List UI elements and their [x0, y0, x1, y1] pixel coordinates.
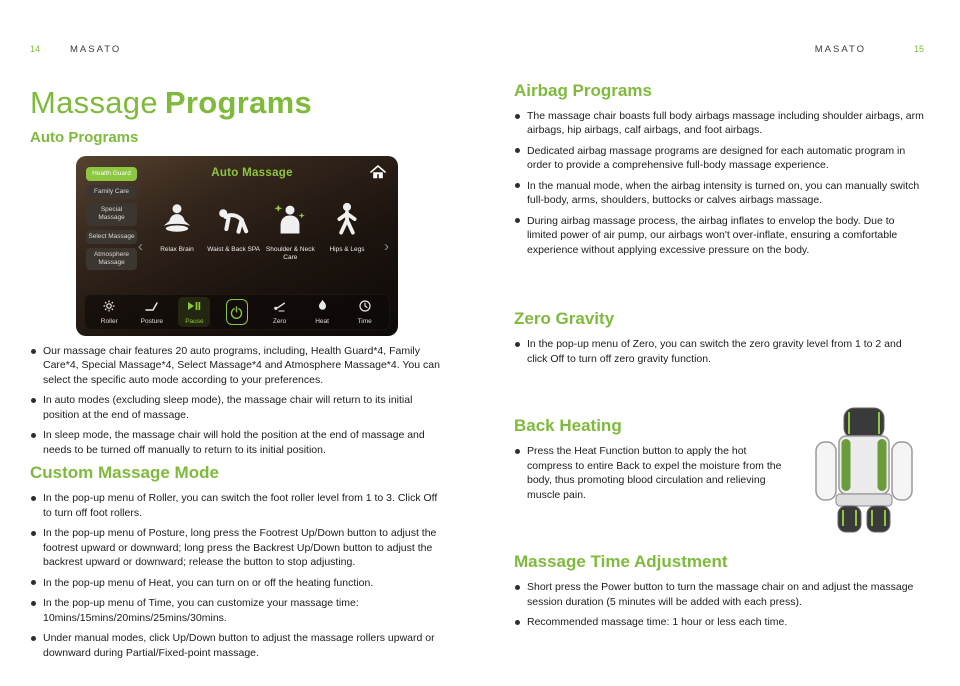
- massage-time-adjustment-heading: Massage Time Adjustment: [514, 552, 728, 572]
- bullet-item: Short press the Power button to turn the massage chair on and adjust the massage session duration (5 minutes will be added with each press).: [514, 580, 924, 609]
- massage-chair-illustration: [812, 406, 916, 534]
- auto-program-icons: [150, 202, 374, 262]
- bullet-item: Under manual modes, click Up/Down button to adjust the massage rollers upward or downward during Partial/Fixed-point massage.: [30, 631, 446, 660]
- program-hips-legs: [320, 202, 374, 262]
- program-label: Relax Brain: [160, 246, 194, 253]
- remote-posture-button: [136, 297, 168, 327]
- bullet-item: In auto modes (excluding sleep mode), the massage chair will return to its initial position at the end of massage.: [30, 393, 446, 422]
- bullet-item: Recommended massage time: 1 hour or less each time.: [514, 615, 924, 629]
- bullet-item: During airbag massage process, the airbag inflates to envelop the body. Due to limited power of air pump, our airbags won't over-inflate, ensuring a comfortable experience without applying excessive pressure on the body.: [514, 214, 924, 257]
- zero-gravity-icon: [273, 299, 286, 317]
- remote-button-label: Pause: [185, 318, 204, 325]
- page-header: [514, 44, 924, 55]
- gear-icon: [103, 299, 115, 317]
- bullet-item: The massage chair boasts full body airbags massage including shoulder airbags, arm airbags, hip airbags, calf airbags, and foot airbags.: [514, 109, 924, 138]
- remote-menu-atmosphere-massage: Atmosphere Massage: [86, 248, 137, 270]
- recline-icon: [145, 299, 158, 317]
- back-heating-bullets: [514, 444, 792, 502]
- bullet-item: In the pop-up menu of Heat, you can turn on or off the heating function.: [30, 576, 446, 590]
- remote-menu: [86, 167, 137, 270]
- page-15: [480, 0, 960, 686]
- brand-name: MASATO: [70, 44, 122, 55]
- brand-name: MASATO: [814, 44, 866, 55]
- airbag-programs-bullets: [514, 109, 924, 257]
- remote-menu-select-massage: Select Massage: [86, 230, 137, 244]
- page-number: 14: [30, 44, 41, 54]
- remote-pause-button: [178, 297, 210, 327]
- section-massage-time-adjustment: [514, 552, 924, 629]
- program-shoulder-neck-care: [263, 202, 317, 262]
- back-heating-heading: Back Heating: [514, 416, 622, 436]
- remote-button-label: Posture: [140, 318, 164, 325]
- remote-screen-illustration: [76, 156, 398, 336]
- power-icon: [226, 299, 248, 325]
- clock-icon: [359, 299, 371, 317]
- page-title-light: Massage: [30, 85, 158, 120]
- chevron-right-icon: ›: [384, 238, 389, 255]
- page-number: 15: [913, 44, 924, 54]
- remote-menu-health-guard: Health Guard: [86, 167, 137, 181]
- section-zero-gravity: [514, 309, 924, 366]
- bullet-item: Press the Heat Function button to apply the hot compress to entire Back to expel the moisture from the body, thus promoting blood circulation and relieving muscle pain.: [514, 444, 792, 502]
- home-icon: [370, 165, 386, 179]
- standing-person-icon: [329, 202, 365, 243]
- auto-programs-subtitle: Auto Programs: [30, 129, 139, 146]
- program-waist-back-spa: [207, 202, 261, 262]
- bullet-item: In the pop-up menu of Zero, you can switch the zero gravity level from 1 to 2 and click Off to turn off zero gravity function.: [514, 337, 924, 366]
- custom-massage-mode-heading: Custom Massage Mode: [30, 463, 219, 483]
- bullet-item: In the pop-up menu of Time, you can customize your massage time: 10mins/15mins/20mins/25mins/30mins.: [30, 596, 446, 625]
- remote-zero-button: [264, 297, 296, 327]
- bullet-item: In the pop-up menu of Posture, long press the Footrest Up/Down button to adjust the footrest upward or downward; long press the Backrest Up/Down button to adjust the backrest upward or downward; release the button to stop adjusting.: [30, 526, 446, 569]
- remote-menu-family-care: Family Care: [86, 185, 137, 199]
- massage-time-bullets: [514, 580, 924, 629]
- remote-heat-button: [306, 297, 338, 327]
- remote-menu-special-massage: Special Massage: [86, 203, 137, 225]
- remote-button-label: Zero: [272, 318, 287, 325]
- remote-button-label: Roller: [100, 318, 118, 325]
- remote-bottom-bar: [84, 294, 390, 330]
- custom-massage-mode-bullets: [30, 491, 446, 660]
- bullet-item: Dedicated airbag massage programs are designed for each automatic program in order to provide a comprehensive full-body massage experience.: [514, 144, 924, 173]
- zero-gravity-bullets: [514, 337, 924, 366]
- meditating-person-icon: [159, 202, 195, 243]
- program-label: Hips & Legs: [329, 246, 365, 253]
- shoulder-care-person-icon: [272, 202, 308, 243]
- flame-icon: [317, 299, 328, 317]
- bullet-item: In the manual mode, when the airbag intensity is turned on, you can manually switch full-body, arms, shoulders, buttocks or calves airbags massage.: [514, 179, 924, 208]
- page-title-bold: Programs: [164, 85, 313, 120]
- program-label: Shoulder & Neck Care: [265, 246, 315, 262]
- program-label: Waist & Back SPA: [207, 246, 261, 253]
- remote-power-button: [221, 297, 253, 327]
- remote-button-label: Time: [357, 318, 372, 325]
- remote-time-button: [349, 297, 381, 327]
- airbag-programs-heading: Airbag Programs: [514, 81, 652, 100]
- section-airbag-programs: [514, 81, 924, 257]
- chevron-left-icon: ‹: [138, 238, 143, 255]
- zero-gravity-heading: Zero Gravity: [514, 309, 615, 329]
- page-header: [30, 44, 446, 55]
- remote-button-label: Heat: [315, 318, 329, 325]
- program-relax-brain: [150, 202, 204, 262]
- auto-programs-bullets: [30, 344, 446, 457]
- play-pause-icon: [187, 299, 201, 317]
- page-title: [30, 85, 446, 121]
- bullet-item: Our massage chair features 20 auto programs, including, Health Guard*4, Family Care*4, Special Massage*4, Select Massage*4 and Atmosphere Massage*4. You can select the specific auto mode according to your preferences.: [30, 344, 446, 387]
- bullet-item: In sleep mode, the massage chair will hold the position at the end of massage and needs to be turned off manually to return to its initial position.: [30, 428, 446, 457]
- bending-person-icon: [216, 202, 252, 243]
- remote-screen-title: Auto Massage: [211, 167, 293, 179]
- bullet-item: In the pop-up menu of Roller, you can switch the foot roller level from 1 to 3. Click Off to turn off foot rollers.: [30, 491, 446, 520]
- remote-roller-button: [93, 297, 125, 327]
